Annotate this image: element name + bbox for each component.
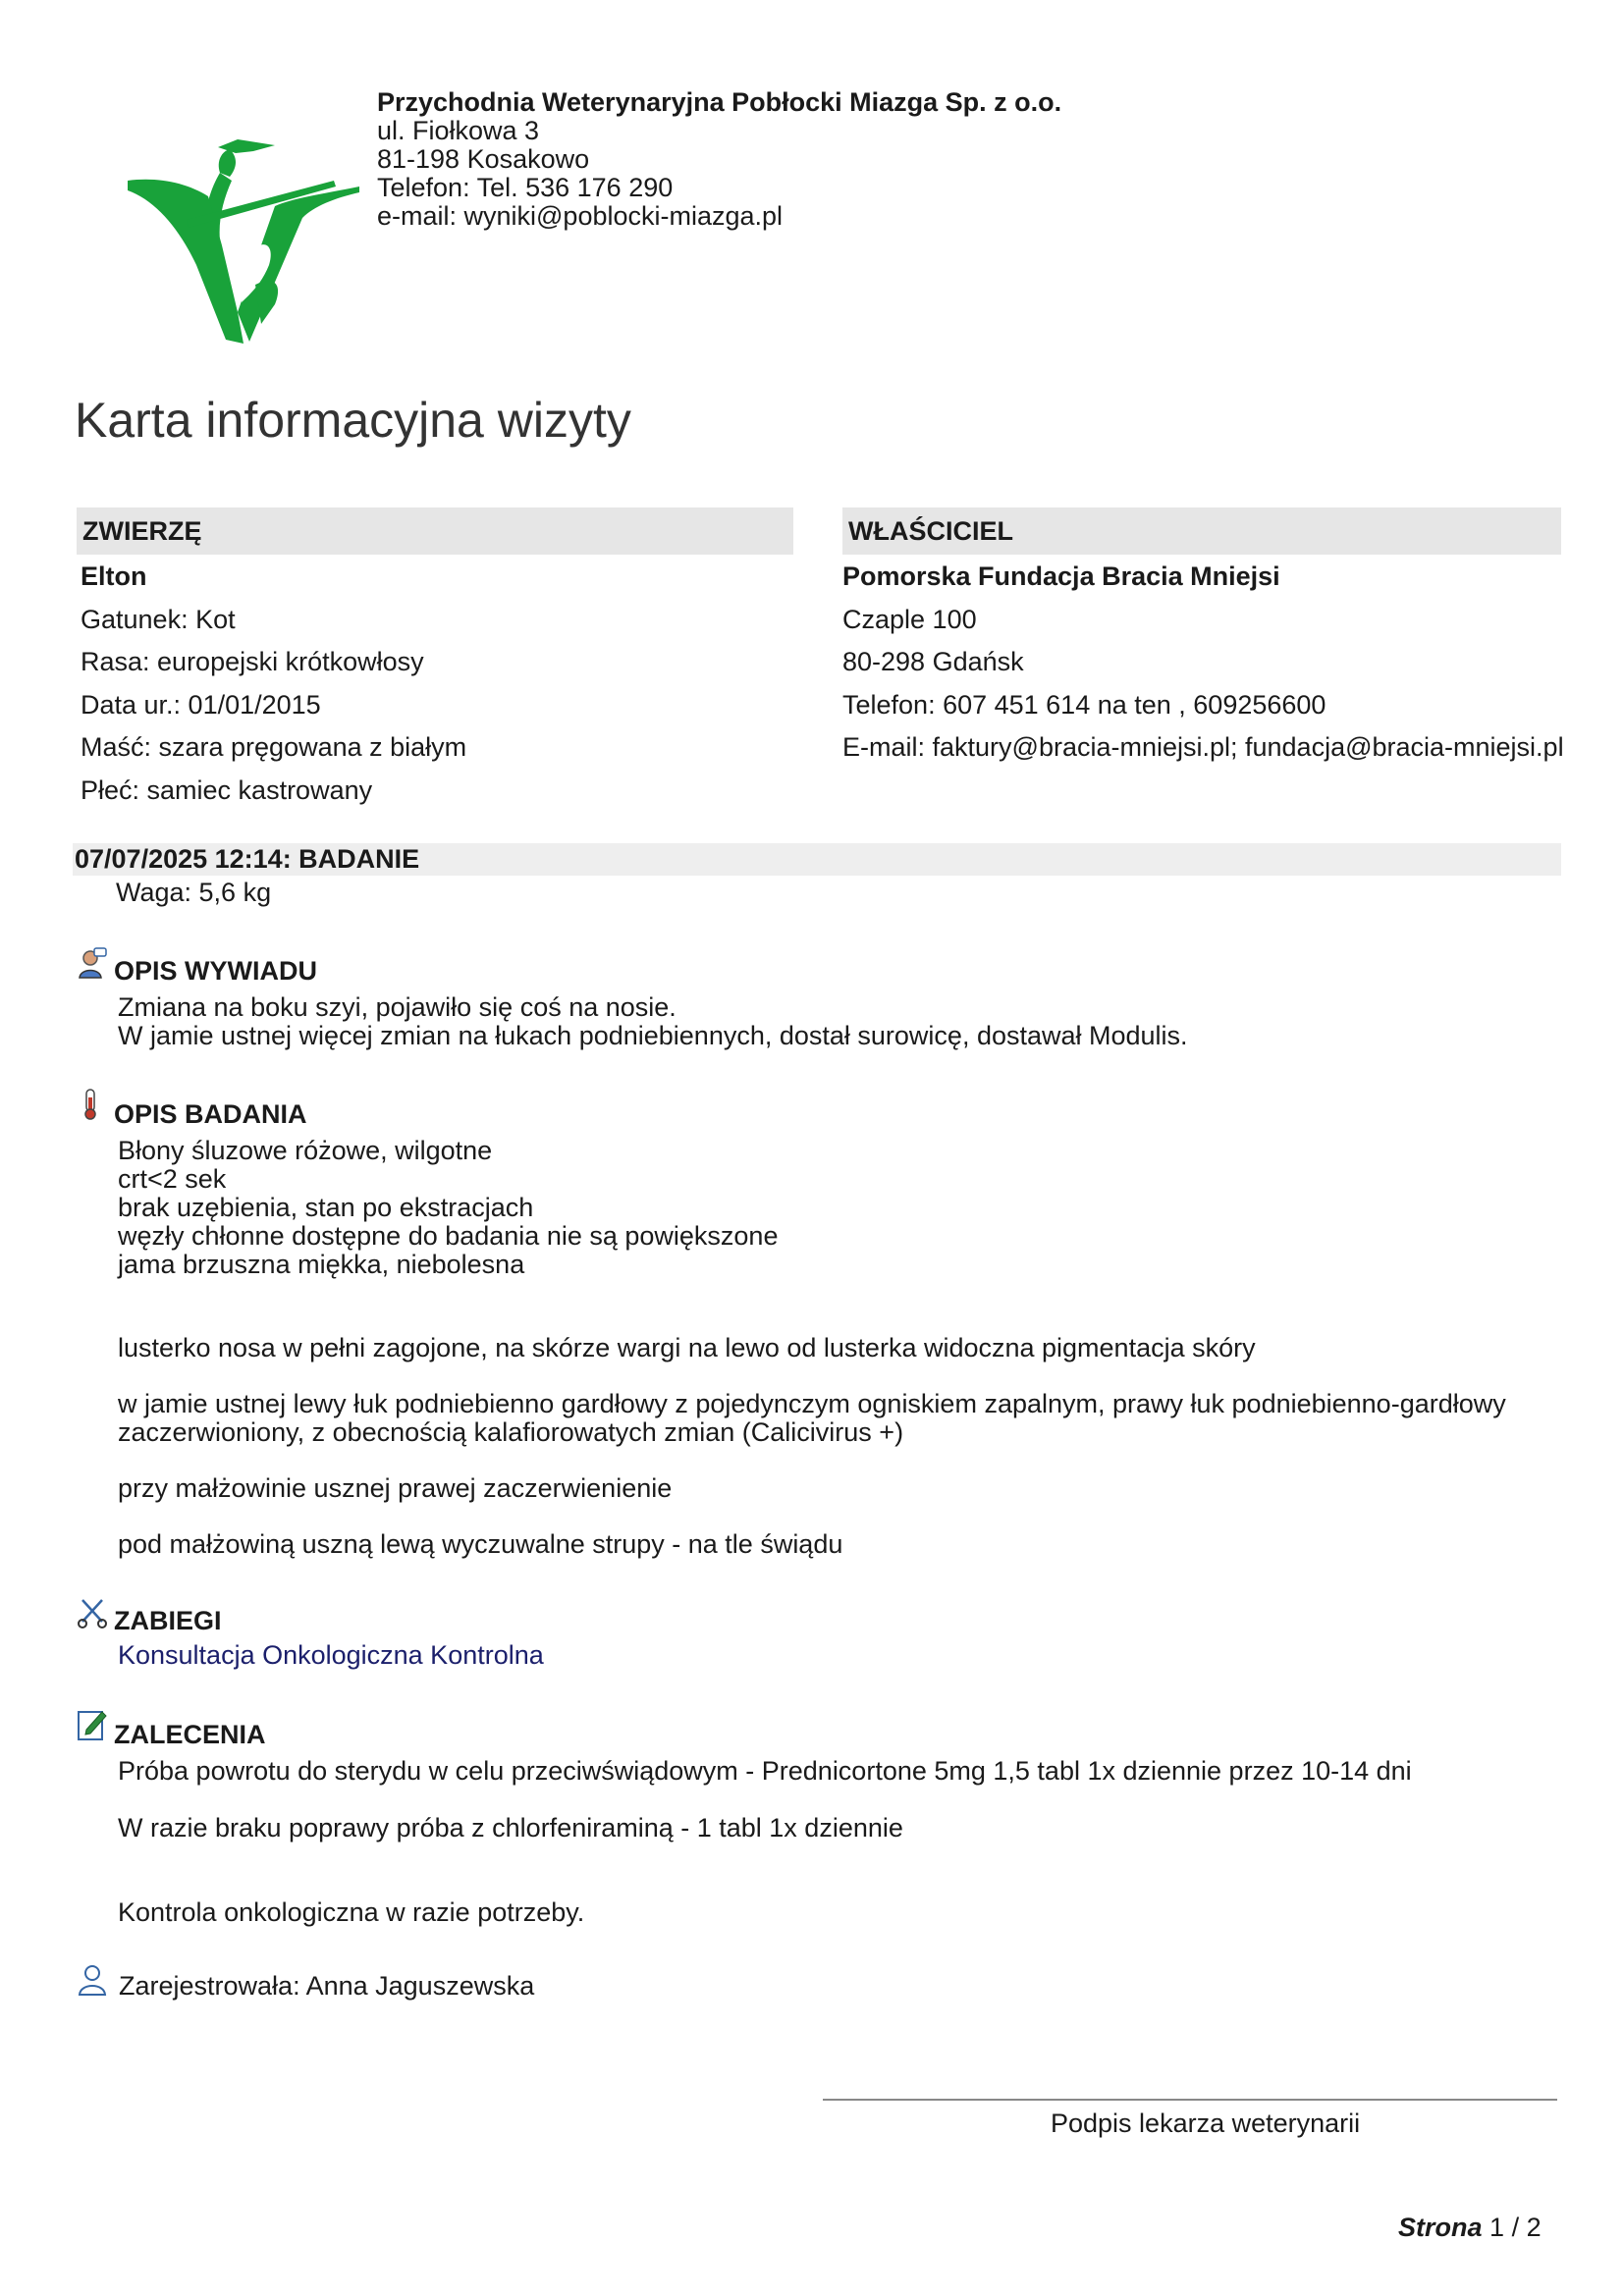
scissors-icon bbox=[77, 1596, 108, 1629]
examination-nose: lusterko nosa w pełni zagojone, na skórze wargi na lewo od lusterka widoczna pigmentacja skóry bbox=[118, 1333, 1256, 1362]
examination-line: Błony śluzowe różowe, wilgotne bbox=[118, 1136, 493, 1165]
examination-line: brak uzębienia, stan po ekstracjach bbox=[118, 1193, 534, 1222]
recommendations-title: ZALECENIA bbox=[114, 1720, 266, 1749]
clinic-city: 81-198 Kosakowo bbox=[377, 144, 590, 174]
clinic-name: Przychodnia Weterynaryjna Pobłocki Miazga Sp. z o.o. bbox=[377, 87, 1062, 117]
animal-birth-date: Data ur.: 01/01/2015 bbox=[81, 689, 321, 720]
examination-line: węzły chłonne dostępne do badania nie są powiększone bbox=[118, 1221, 779, 1251]
animal-heading: ZWIERZĘ bbox=[77, 507, 793, 555]
animal-species: Gatunek: Kot bbox=[81, 604, 236, 634]
examination-title: OPIS BADANIA bbox=[114, 1099, 307, 1129]
interview-line: W jamie ustnej więcej zmian na łukach podniebiennych, dostał surowicę, dostawał Modulis. bbox=[118, 1021, 1188, 1050]
signature-label: Podpis lekarza weterynarii bbox=[1051, 2109, 1361, 2138]
examination-ear-left: pod małżowiną uszną lewą wyczuwalne strupy - na tle świądu bbox=[118, 1529, 843, 1559]
visit-weight: Waga: 5,6 kg bbox=[116, 878, 272, 907]
user-icon bbox=[77, 1963, 108, 1997]
procedures-title: ZABIEGI bbox=[114, 1606, 222, 1635]
edit-note-icon bbox=[77, 1708, 108, 1741]
interview-line: Zmiana na boku szyi, pojawiło się coś na nosie. bbox=[118, 992, 677, 1022]
recommendation-line: Próba powrotu do sterydu w celu przeciwświądowym - Prednicortone 5mg 1,5 tabl 1x dziennie przez 10-14 dni bbox=[118, 1756, 1412, 1786]
owner-heading: WŁAŚCICIEL bbox=[842, 507, 1561, 555]
thermometer-icon bbox=[77, 1088, 108, 1121]
examination-ear-right: przy małżowinie usznej prawej zaczerwienienie bbox=[118, 1473, 673, 1503]
page-total: / 2 bbox=[1504, 2213, 1542, 2242]
owner-street: Czaple 100 bbox=[842, 604, 977, 634]
animal-breed: Rasa: europejski krótkowłosy bbox=[81, 647, 424, 676]
examination-line: jama brzuszna miękka, niebolesna bbox=[118, 1250, 525, 1279]
procedure-link[interactable]: Konsultacja Onkologiczna Kontrolna bbox=[118, 1640, 544, 1670]
examination-line: crt<2 sek bbox=[118, 1164, 227, 1194]
page-label: Strona bbox=[1398, 2213, 1483, 2242]
clinic-logo bbox=[128, 137, 359, 344]
visit-header: 07/07/2025 12:14: BADANIE bbox=[73, 843, 1561, 876]
signature-line bbox=[823, 2099, 1557, 2101]
clinic-header bbox=[377, 88, 1061, 231]
interview-title: OPIS WYWIADU bbox=[114, 956, 317, 986]
recommendation-line: W razie braku poprawy próba z chlorfeniraminą - 1 tabl 1x dziennie bbox=[118, 1813, 903, 1842]
owner-name: Pomorska Fundacja Bracia Mniejsi bbox=[842, 561, 1280, 591]
recommendation-line: Kontrola onkologiczna w razie potrzeby. bbox=[118, 1897, 585, 1927]
examination-mouth-line: zaczerwioniony, z obecnością kalafiorowatych zmian (Calicivirus +) bbox=[118, 1417, 904, 1447]
page-number bbox=[1398, 2212, 1542, 2244]
examination-text bbox=[118, 1137, 778, 1279]
animal-coat: Maść: szara pręgowana z białym bbox=[81, 732, 467, 762]
page-current: 1 bbox=[1489, 2213, 1505, 2242]
animal-sex: Płeć: samiec kastrowany bbox=[81, 774, 373, 805]
registered-by: Zarejestrowała: Anna Jaguszewska bbox=[119, 1971, 535, 2001]
document-title: Karta informacyjna wizyty bbox=[75, 393, 631, 448]
owner-email: E-mail: faktury@bracia-mniejsi.pl; fundacja@bracia-mniejsi.pl bbox=[842, 732, 1564, 762]
examination-mouth bbox=[118, 1390, 1506, 1447]
animal-name: Elton bbox=[81, 561, 147, 591]
animal-details bbox=[81, 556, 466, 812]
clinic-email: e-mail: wyniki@poblocki-miazga.pl bbox=[377, 201, 784, 231]
clinic-phone: Telefon: Tel. 536 176 290 bbox=[377, 173, 674, 202]
owner-phone: Telefon: 607 451 614 na ten , 609256600 bbox=[842, 689, 1326, 720]
examination-mouth-line: w jamie ustnej lewy łuk podniebienno gardłowy z pojedynczym ogniskiem zapalnym, prawy łuk podniebienno-gardłowy bbox=[118, 1389, 1506, 1418]
interview-text bbox=[118, 993, 1188, 1050]
interview-icon bbox=[77, 946, 108, 980]
clinic-street: ul. Fiołkowa 3 bbox=[377, 116, 540, 145]
owner-city: 80-298 Gdańsk bbox=[842, 647, 1024, 676]
owner-details bbox=[842, 556, 1564, 770]
